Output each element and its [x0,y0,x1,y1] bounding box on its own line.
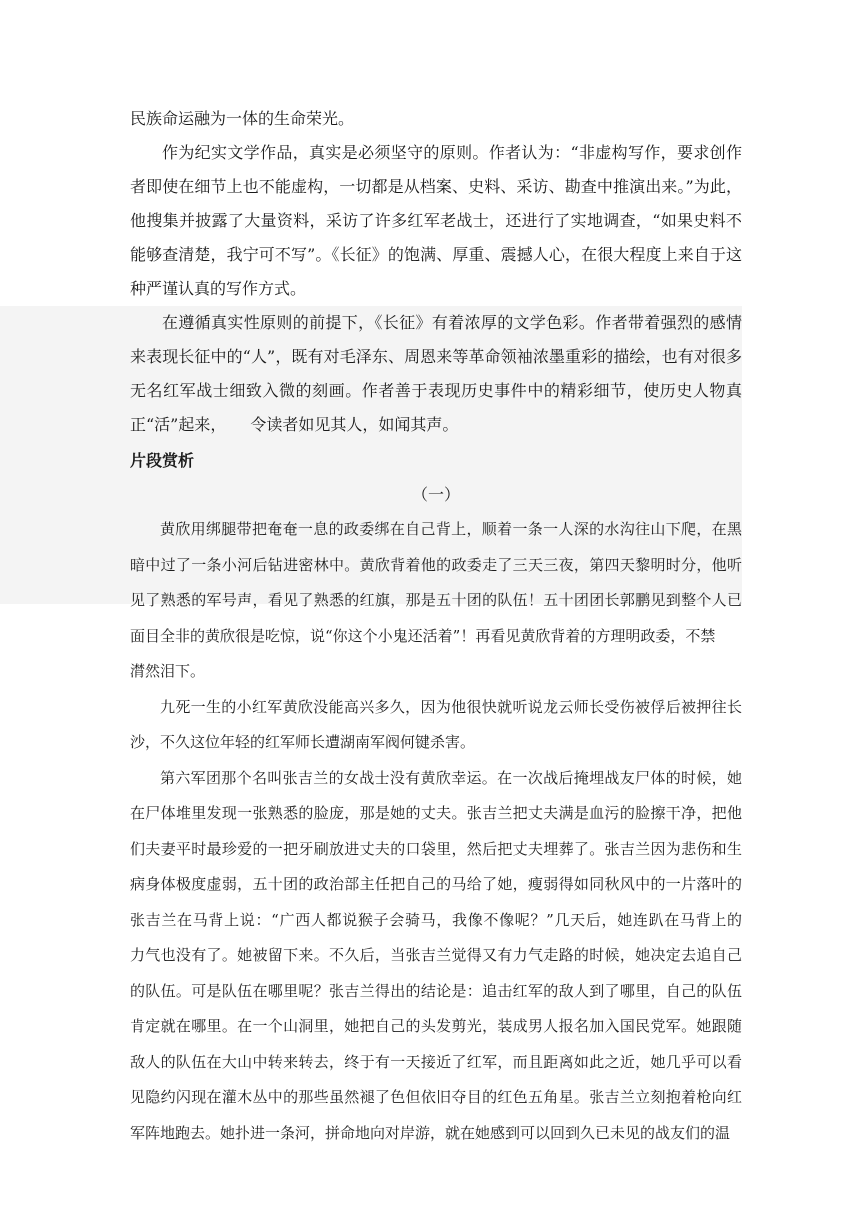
section-heading: 片段赏析 [130,451,195,470]
document-body [130,102,773,1151]
essay-paragraph-literary-color: 在遵循真实性原则的前提下，《长征》有着浓厚的文学色彩。作者带着强烈的感情来表现长征中的“人”，既有对毛泽东、周恩来等革命领袖浓墨重彩的描绘，也有对很多无名红军战士细致入微的刻画。作者善于表现历史事件中的精彩细节，使历史人物真正“活”起来， 令读者如见其人，如闻其声。 [130,313,742,434]
section-number: （一） [411,485,460,504]
essay-paragraph-continuation: 民族命运融为一体的生命荣光。 [130,109,355,128]
excerpt-paragraph-2: 九死一生的小红军黄欣没能高兴多久，因为他很快就听说龙云师长受伤被俘后被押往长 沙，不久这位年轻的红军师长遭湖南军阀何键杀害。 [130,697,758,751]
excerpt-paragraph-1-end: 潸然泪下。 [130,662,206,680]
excerpt-paragraph-3: 第六军团那个名叫张吉兰的女战士没有黄欣幸运。在一次战后掩埋战友尸体的时候，她 在尸体堆里发现一张熟悉的脸庞，那是她的丈夫。张吉兰把丈夫满是血污的脸擦干净，把他 们夫妻平时最珍爱的一把牙刷放进丈夫的口袋里，然后把丈夫埋葬了。张吉兰因为悲伤和生 病身体极度虚弱，五十团的政治部主任把自己的马给了她，瘦弱得如同秋风中的一片落叶的 张吉兰在马背上说：“广西人都说猴子会骑马，我像不像呢？”几天后，她连趴在马背上的 力气也没有了。她被留下来。不久后，当张吉兰觉得又有力气走路的时候，她决定去追自己 的队伍。可是队伍在哪里呢？张吉兰得出的结论是：追击红军的敌人到了哪里，自己的队伍 肯定就在哪里。在一个山洞里，她把自己的头发剪光，装成男人报名加入国民党军。她跟随 敌人的队伍在大山中转来转去，终于有一天接近了红军，而且距离如此之近，她几乎可以看 见隐约闪现在灌木丛中的那些虽然褪了色但依旧夺目的红色五角星。张吉兰立刻抱着枪向红 军阵地跑去。她扑进一条河，拼命地向对岸游，就在她感到可以回到久已未见的战友们的温 [130,768,773,1142]
excerpt-paragraph-1: 黄欣用绑腿带把奄奄一息的政委绑在自己背上，顺着一条一人深的水沟往山下爬，在黑 暗中过了一条小河后钻进密林中。黄欣背着他的政委走了三天三夜，第四天黎明时分，他听 见了熟悉的军号声，看见了熟悉的红旗，那是五十团的队伍！五十团团长郭鹏见到整个人已 面目全非的黄欣很是吃惊，说“你这个小鬼还活着”！再看见黄欣背着的方理明政委，不禁 [130,520,773,645]
essay-paragraph-authenticity: 作为纪实文学作品，真实是必须坚守的原则。作者认为：“非虚构写作，要求创作者即使在细节上也不能虚构，一切都是从档案、史料、采访、勘查中推演出来。”为此，他搜集并披露了大量资料，采访了许多红军老战士，还进行了实地调查，“如果史料不能够查清楚，我宁可不写”。《长征》的饱满、厚重、震撼人心，在很大程度上来自于这种严谨认真的写作方式。 [130,143,742,298]
